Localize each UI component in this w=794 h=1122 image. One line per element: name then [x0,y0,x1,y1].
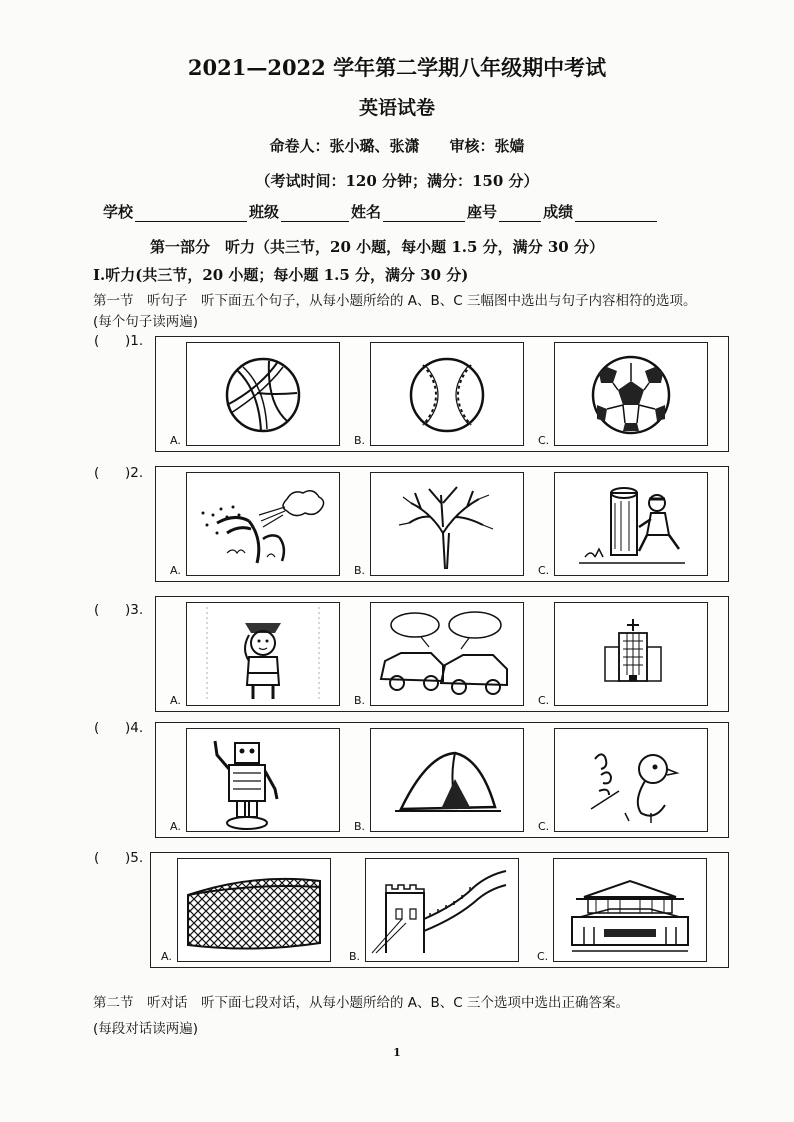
option-3c-label: C. [538,694,550,707]
page-number: 1 [393,1046,401,1059]
tiananmen-icon [554,859,706,961]
exam-authors: 命卷人：张小璐、张潇 审核：张嫱 [269,137,525,155]
option-5a[interactable] [177,858,331,962]
option-3b[interactable] [370,602,524,706]
tent-icon [371,729,523,831]
question-number-5[interactable]: ( )5. [94,850,144,866]
question-number-2[interactable]: ( )2. [94,465,144,481]
volleyball-icon [187,343,339,445]
section-heading: I.听力(共三节，20 小题；每小题 1.5 分，满分 30 分) [93,266,469,284]
option-1a[interactable] [186,342,340,446]
bare-tree-icon [371,473,523,575]
option-1c-label: C. [538,434,550,447]
option-2c-label: C. [538,564,550,577]
option-2c[interactable] [554,472,708,576]
windy-trees-icon [187,473,339,575]
school-label: 学校 [103,203,134,221]
option-1b-label: B. [354,434,366,447]
option-5b[interactable] [365,858,519,962]
option-4a[interactable] [186,728,340,832]
question-2-options [155,466,729,582]
option-4b-label: B. [354,820,366,833]
student-info-row [103,201,659,222]
car-accident-icon [371,603,523,705]
class-label: 班级 [249,203,280,221]
question-number-1[interactable]: ( )1. [94,333,144,349]
police-officer-icon [187,603,339,705]
option-4a-label: A. [170,820,181,833]
soccer-ball-icon [555,343,707,445]
question-5-options [150,852,729,968]
option-5c[interactable] [553,858,707,962]
robot-icon [187,729,339,831]
name-label: 姓名 [351,203,382,221]
option-2a[interactable] [186,472,340,576]
option-4c[interactable] [554,728,708,832]
part1-heading: 第一部分 听力（共三节，20 小题，每小题 1.5 分，满分 30 分） [150,238,604,256]
option-5c-label: C. [537,950,549,963]
great-wall-icon [366,859,518,961]
option-3a[interactable] [186,602,340,706]
question-number-4[interactable]: ( )4. [94,720,144,736]
exam-subtitle: 英语试卷 [358,97,435,119]
birds-nest-stadium-icon [178,859,330,961]
question-1-options [155,336,729,452]
question-number-3[interactable]: ( )3. [94,602,144,618]
question-4-options [155,722,729,838]
section2-note: (每段对话读两遍) [93,1021,199,1037]
option-3a-label: A. [170,694,181,707]
score-label: 成绩 [543,203,574,221]
seat-label: 座号 [467,203,498,221]
school-field[interactable] [135,206,247,222]
option-2b-label: B. [354,564,366,577]
option-1c[interactable] [554,342,708,446]
score-field[interactable] [575,206,657,222]
option-4b[interactable] [370,728,524,832]
bird-icon [555,729,707,831]
exam-title: 2021—2022 学年第二学期八年级期中考试 [187,55,607,80]
exam-time-info: （考试时间：120 分钟；满分：150 分） [255,172,539,190]
question-3-options [155,596,729,712]
cut-tree-man-icon [555,473,707,575]
name-field[interactable] [383,206,465,222]
class-field[interactable] [281,206,349,222]
option-2b[interactable] [370,472,524,576]
option-1a-label: A. [170,434,181,447]
option-1b[interactable] [370,342,524,446]
section2-instruction: 第二节 听对话 听下面七段对话，从每小题所给的 A、B、C 三个选项中选出正确答案。 [93,995,630,1011]
baseball-icon [371,343,523,445]
option-4c-label: C. [538,820,550,833]
option-5b-label: B. [349,950,361,963]
section1-instruction: 第一节 听句子 听下面五个句子，从每小题所给的 A、B、C 三幅图中选出与句子内容相符的选项。(每个句子读两遍) [93,293,697,330]
option-5a-label: A. [161,950,172,963]
hospital-icon [555,603,707,705]
section2-block [93,990,733,1042]
option-3c[interactable] [554,602,708,706]
seat-field[interactable] [499,206,541,222]
option-3b-label: B. [354,694,366,707]
option-2a-label: A. [170,564,181,577]
